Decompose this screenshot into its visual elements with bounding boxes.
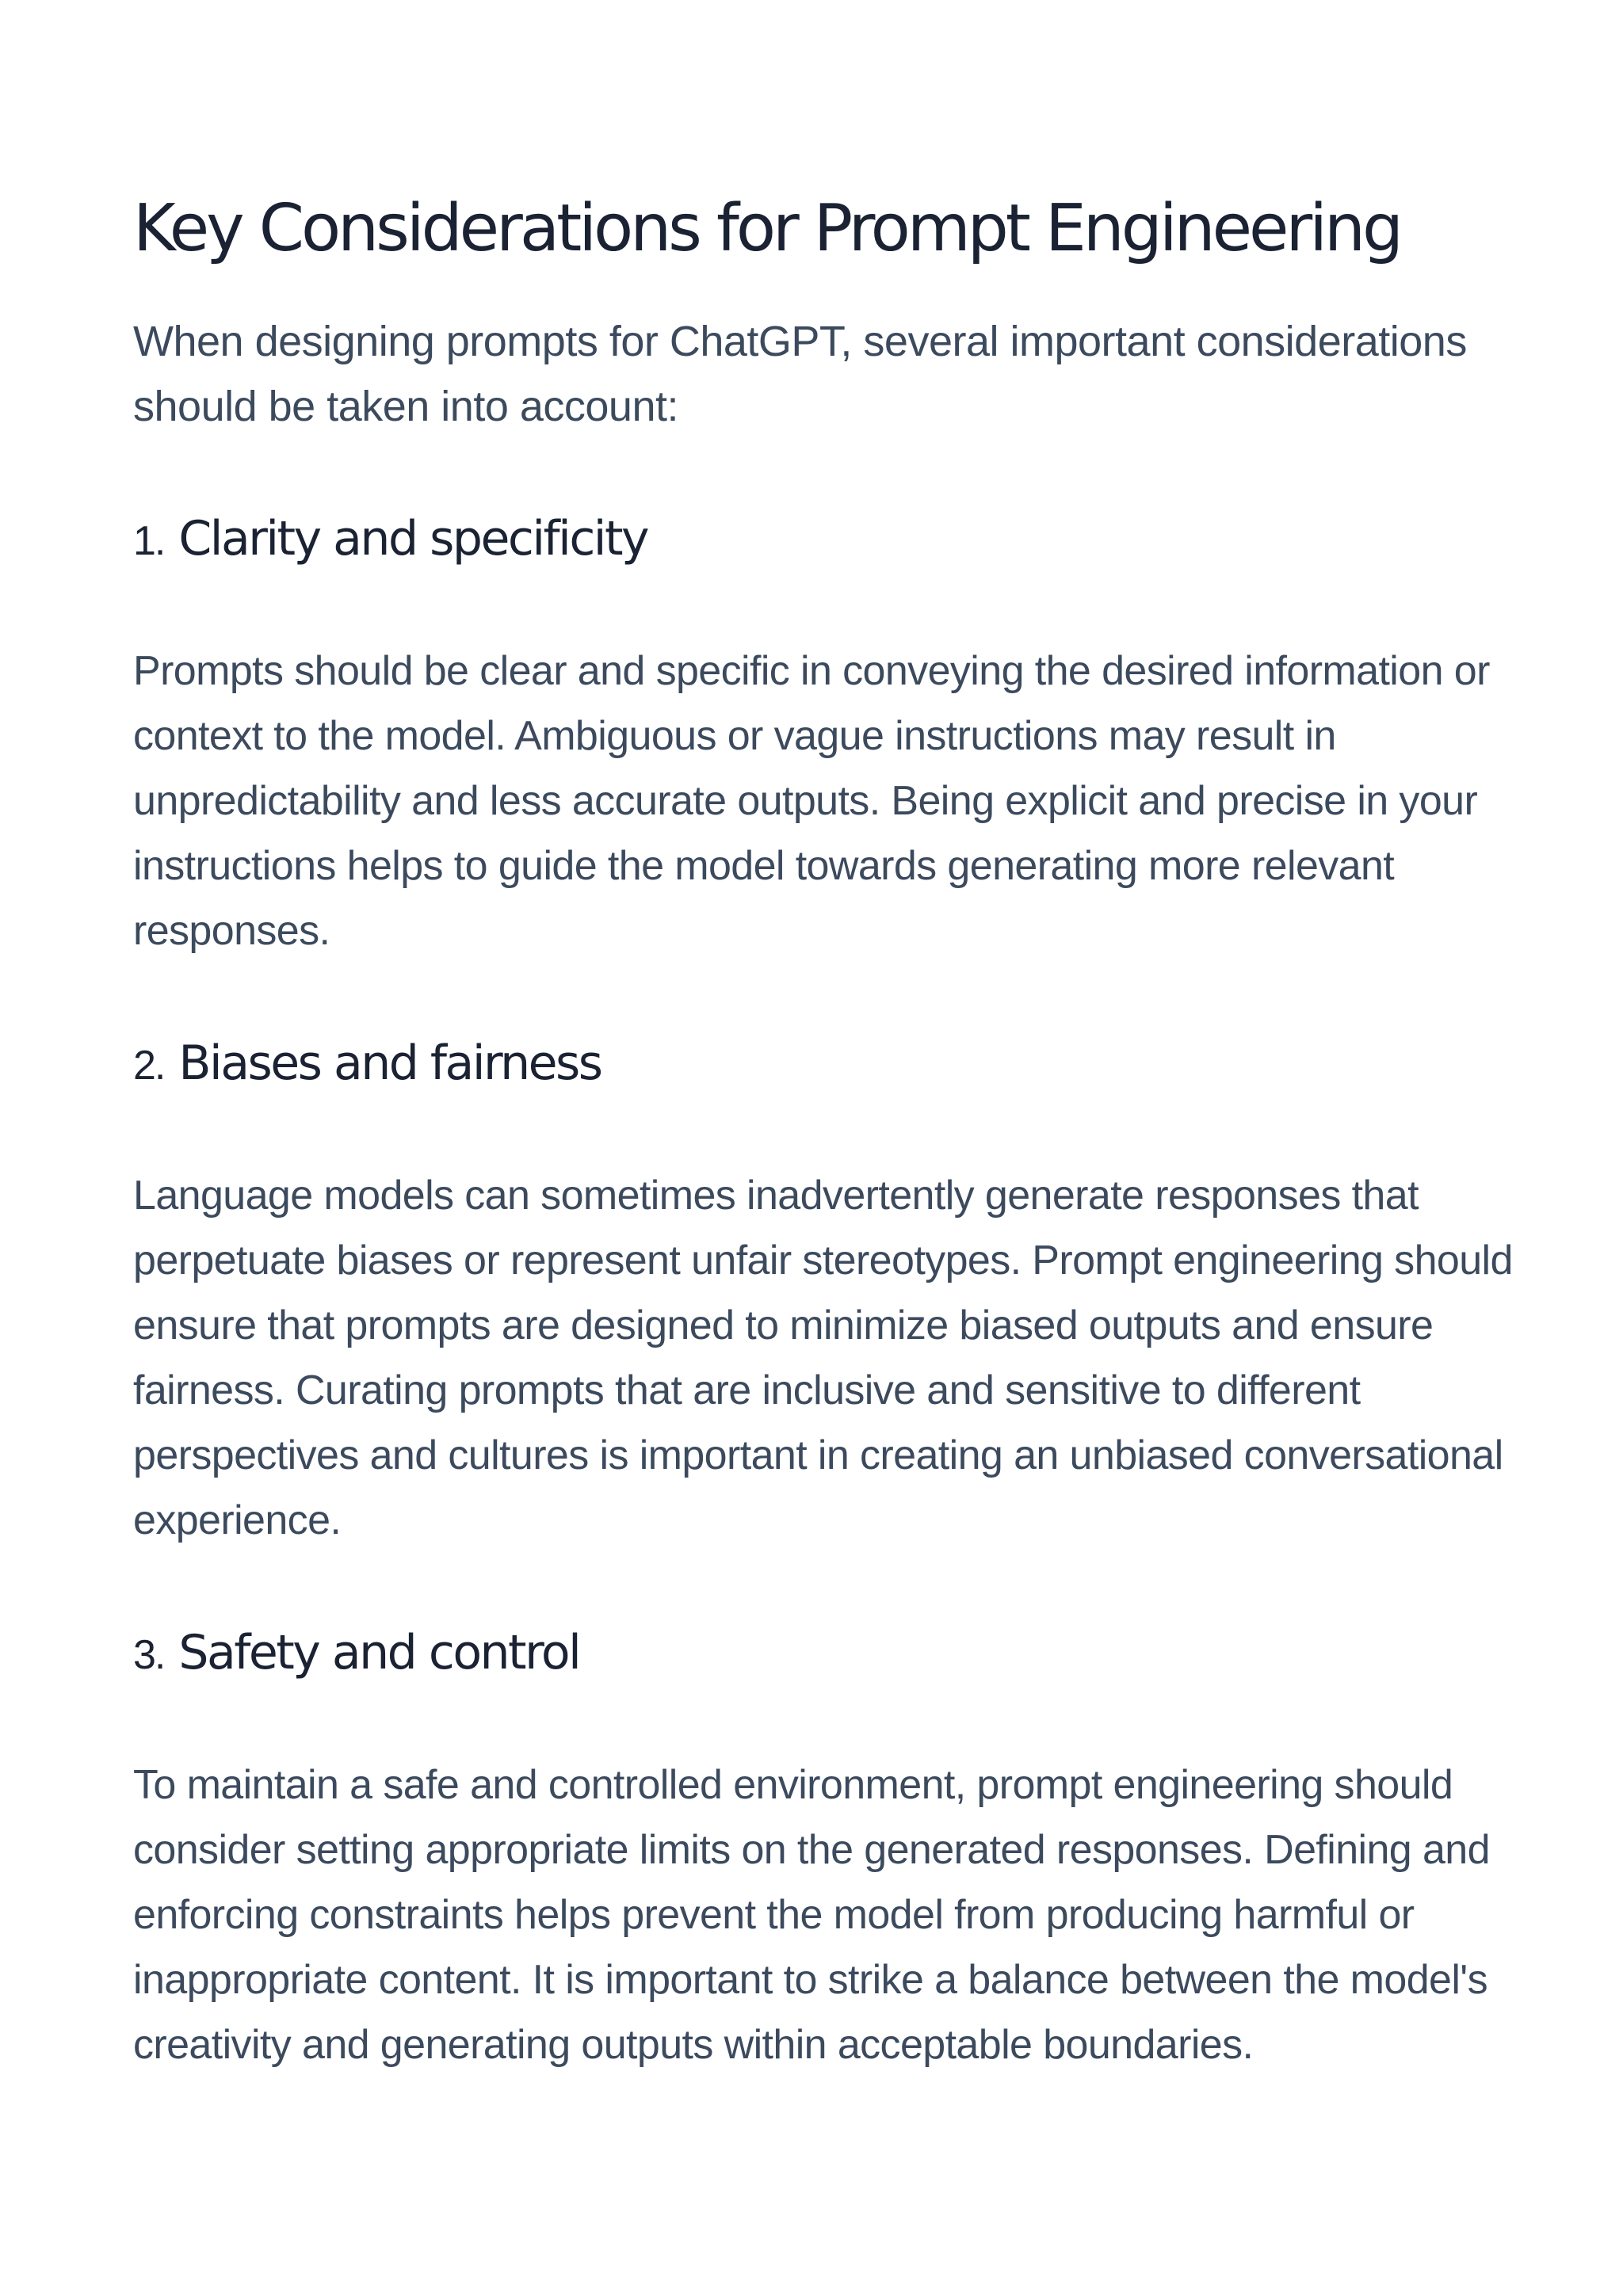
section-clarity [133, 510, 1528, 963]
section-title: Safety and control [178, 1625, 580, 1681]
intro-paragraph: When designing prompts for ChatGPT, several important considerations should be taken into account: [133, 318, 1467, 431]
section-number: 3. [133, 1632, 165, 1679]
section-title: Clarity and specificity [178, 511, 648, 567]
page-title: Key Considerations for Prompt Engineering [133, 191, 1400, 266]
section-heading [133, 1624, 1528, 1681]
section-body: Prompts should be clear and specific in conveying the desired information or context to the model. Ambiguous or vague instructions may result in unpredictability and less accurate outputs. Being explicit and precise in your instructions helps to guide the model towards generating more relevant responses. [133, 648, 1490, 955]
section-number: 1. [133, 518, 165, 565]
section-body: Language models can sometimes inadvertently generate responses that perpetuate biases or represent unfair stereotypes. Prompt engineering should ensure that prompts are designed to minimize biased outputs and ensure fairness. Curating prompts that are inclusive and sensitive to different perspectives and cultures is important in creating an unbiased conversational experience. [133, 1173, 1513, 1544]
section-safety [133, 1624, 1528, 2077]
section-heading [133, 1035, 1528, 1092]
section-body: To maintain a safe and controlled environment, prompt engineering should consider setting appropriate limits on the generated responses. Defining and enforcing constraints helps prevent the model from producing harmful or inappropriate content. It is important to strike a balance between the model's creativity and generating outputs within acceptable boundaries. [133, 1762, 1490, 2069]
section-title: Biases and fairness [178, 1035, 601, 1092]
section-number: 2. [133, 1043, 165, 1089]
document-content [133, 190, 1528, 2077]
section-biases [133, 1035, 1528, 1553]
section-heading [133, 510, 1528, 567]
